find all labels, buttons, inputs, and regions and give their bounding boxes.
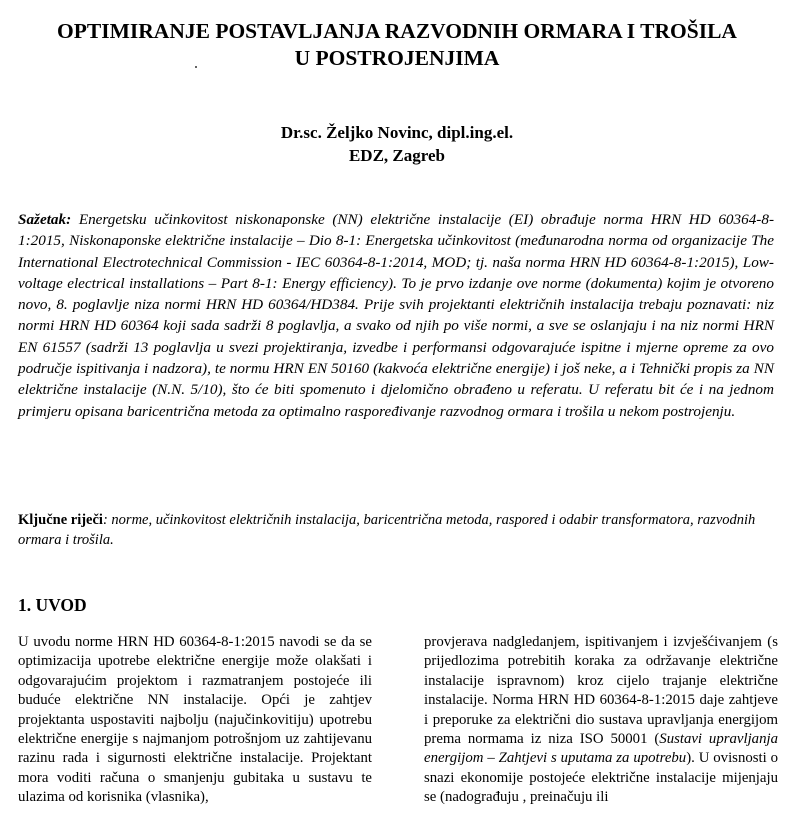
right-col-italic: Sustavi upravljanja energijom – Zahtjevi s uputama za upotrebu (424, 731, 778, 767)
section-heading: 1. UVOD (18, 595, 87, 615)
stray-dot (195, 66, 197, 68)
abstract (18, 209, 774, 422)
keywords-label: Ključne riječi (18, 512, 103, 528)
title-line-1: OPTIMIRANJE POSTAVLJANJA RAZVODNIH ORMARA I TROŠILA (57, 19, 737, 43)
keywords (18, 510, 774, 550)
body-column-right (424, 633, 778, 828)
right-col-text-2: ). U ovisnosti o snazi ekonomije postojeće električne instalacije mijenjaju se (nadograđuju , preinačuju ili (424, 750, 778, 806)
keywords-text: : norme, učinkovitost električnih instalacija, baricentrična metoda, raspored i odabir transformatora, razvodnih ormara i trošila. (18, 512, 756, 548)
author-affiliation: EDZ, Zagreb (348, 146, 446, 165)
right-col-text-1: provjerava nadgledanjem, ispitivanjem i izvješćivanjem (s prijedlozima potrebitih koraka za održavanje električne instalacije ispravnom) kroz cijelo trajanje električne instalacije. Norma HRN HD 60364-8-1:2015 daje zahtjeve i preporuke za električni dio sustava upravljanja energijom prema normama iz niza ISO 50001 ( (424, 634, 778, 748)
author-name: Dr.sc. Željko Novinc, dipl.ing.el. (280, 123, 514, 142)
paper-title (0, 18, 794, 72)
author-block (0, 121, 794, 167)
body-column-left: U uvodu norme HRN HD 60364-8-1:2015 navodi se da se optimizacija upotrebe električne energije može olakšati i odgovarajućim projektom i razmatranjem postojeće ili buduće električne NN instalacije. Opći je zahtjev projektanta uspostaviti najbolju (najučinkovitiju) upotrebu električne energije s najmanjom potrošnjom uz zahtijevanu razinu rada i sigurnosti električne instalacije. Projektant mora voditi računa o smanjenju gubitaka u sustavu te ulazima od korisnika (vlasnika), (18, 634, 372, 806)
abstract-text: Energetsku učinkovitost niskonaponske (NN) električne instalacije (EI) obrađuje norma HRN HD 60364-8-1:2015, Niskonaponske električne instalacije – Dio 8-1: Energetska učinkovitost (međunarodna norma od organizacije The International Electrotechnical Commission - IEC 60364-8-1:2014, MOD; tj. naša norma HRN HD 60364-8-1:2015), Low-voltage electrical installations – Part 8-1: Energy efficiency). To je prvo izdanje ove norme (dokumenta) kojim je otvoreno novo, 8. poglavlje niza normi HRN HD 60364/HD384. Prije svih projektanti električnih instalacija trebaju poznavati: niz normi HRN HD 60364 koji sada sadrži 8 poglavlja, a svako od njih po više normi, a sve se oslanjaju i na niz normi HRN EN 61557 (sadrži 13 poglavlja u svezi projektiranja, izvedbe i performansi odgovarajuće ispitne i mjerne opreme za ovo područje ispitivanja i nadzora), te normu HRN EN 50160 (kakvoća električne energije) i još neke, a i Tehnički propis za NN električne instalacije (N.N. 5/10), što će biti spomenuto i djelomično obrađeno u referatu. U referatu bit će i na jednom primjeru opisana baricentrična metoda za optimalno raspoređivanje razvodnog ormara i trošila u nekom postrojenju. (18, 211, 775, 420)
abstract-label: Sažetak: (18, 211, 72, 228)
title-line-2: U POSTROJENJIMA (294, 46, 500, 70)
